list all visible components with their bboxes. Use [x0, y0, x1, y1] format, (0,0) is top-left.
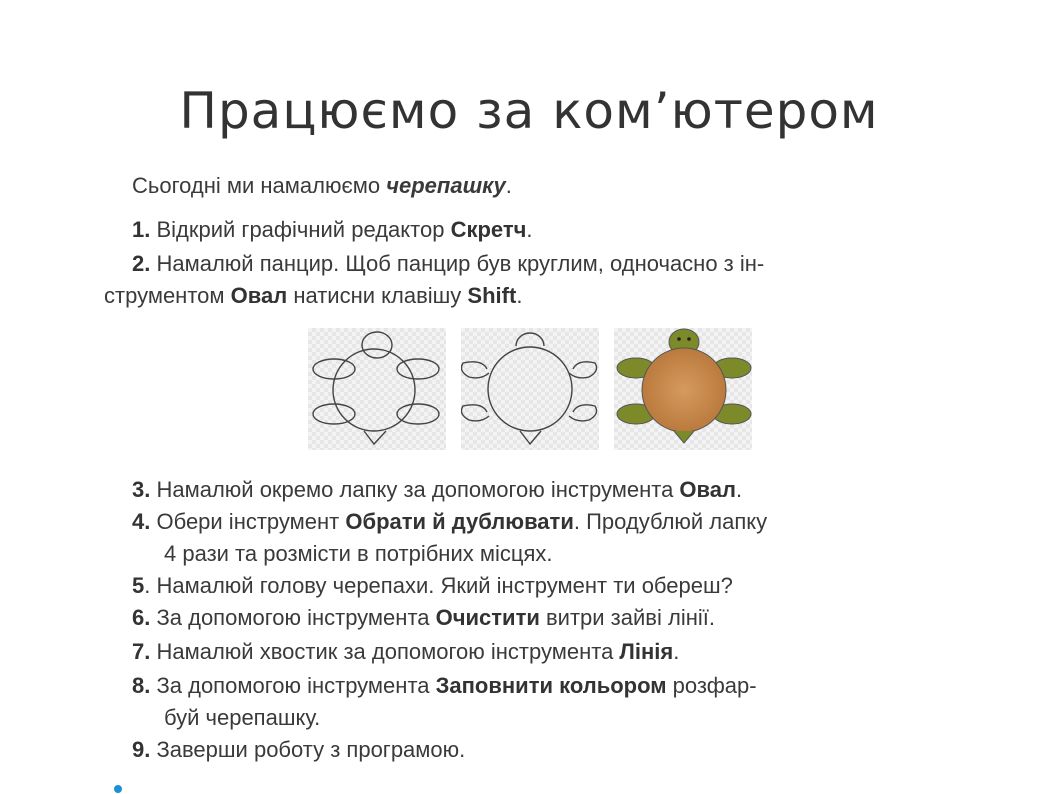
intro-bold: черепашку — [386, 173, 506, 198]
step-bold: Скретч — [450, 217, 527, 242]
step-text: Відкрий графічний редактор — [150, 217, 451, 242]
turtle-clean-svg — [461, 328, 599, 450]
step-bold: Обрати й дублювати — [345, 509, 574, 534]
step-bold: Овал — [230, 283, 288, 308]
step-text: витри зайві лінії. — [539, 605, 715, 630]
step-8-line-2 — [164, 702, 320, 734]
step-number: 8. — [132, 673, 151, 698]
step-text: буй черепашку. — [164, 705, 321, 730]
step-2-line-2 — [104, 280, 522, 312]
intro-text: Сьогодні ми намалюємо — [132, 173, 387, 198]
step-number: 6. — [132, 605, 151, 630]
step-bold: Очистити — [435, 605, 540, 630]
step-number: 1. — [132, 217, 151, 242]
step-8 — [132, 670, 757, 702]
step-text: . — [673, 639, 680, 664]
step-text: Заверши роботу з програмою. — [150, 737, 466, 762]
step-bold: Овал — [679, 477, 736, 502]
step-text: . — [735, 477, 743, 502]
step-bold: Заповнити кольором — [435, 673, 667, 698]
step-bold: Shift — [467, 283, 517, 308]
step-9 — [132, 734, 465, 766]
step-text: . — [516, 283, 523, 308]
step-text: . — [526, 217, 533, 242]
step-text: За допомогою інструмента — [150, 673, 436, 698]
step-text: 4 рази та розмісти в потрібних місцях. — [164, 541, 553, 566]
turtle-colored-image — [614, 328, 752, 450]
step-number: 3. — [132, 477, 151, 502]
step-text: . Продублюй лапку — [573, 509, 768, 534]
step-number: 7. — [132, 639, 151, 664]
step-3 — [132, 474, 742, 506]
step-number: 4. — [132, 509, 151, 534]
turtle-colored-svg — [614, 328, 752, 450]
step-5 — [132, 570, 733, 602]
step-text: . Намалюй голову черепахи. Який інструмент ти обереш? — [144, 573, 733, 598]
step-text: За допомогою інструмента — [150, 605, 436, 630]
step-text: Намалюй окремо лапку за допомогою інструмента — [150, 477, 680, 502]
step-text: Обери інструмент — [150, 509, 346, 534]
step-text: Намалюй панцир. Щоб панцир був круглим, одночасно з ін- — [150, 251, 765, 276]
slide-title: Працюємо за ком’ютером — [179, 82, 879, 140]
step-text: розфар- — [666, 673, 757, 698]
step-6 — [132, 602, 715, 634]
step-4-line-2 — [164, 538, 553, 570]
step-number: 5 — [132, 573, 145, 598]
turtle-outline-clean-image — [461, 328, 599, 450]
step-4 — [132, 506, 767, 538]
step-bold: Лінія — [619, 639, 674, 664]
step-1 — [132, 214, 533, 246]
step-7 — [132, 636, 679, 668]
step-2-line-1 — [132, 248, 764, 280]
turtle-outline-with-overlaps-image — [308, 328, 446, 450]
step-text: Намалюй хвостик за допомогою інструмента — [150, 639, 620, 664]
step-number: 2. — [132, 251, 151, 276]
intro-line — [132, 170, 512, 202]
bullet-dot — [114, 785, 122, 793]
turtle-outline-svg — [308, 328, 446, 450]
intro-end: . — [505, 173, 512, 198]
turtle-drawing-steps — [308, 328, 768, 452]
step-number: 9. — [132, 737, 151, 762]
step-text: натисни клавішу — [287, 283, 468, 308]
step-text: струментом — [104, 283, 231, 308]
